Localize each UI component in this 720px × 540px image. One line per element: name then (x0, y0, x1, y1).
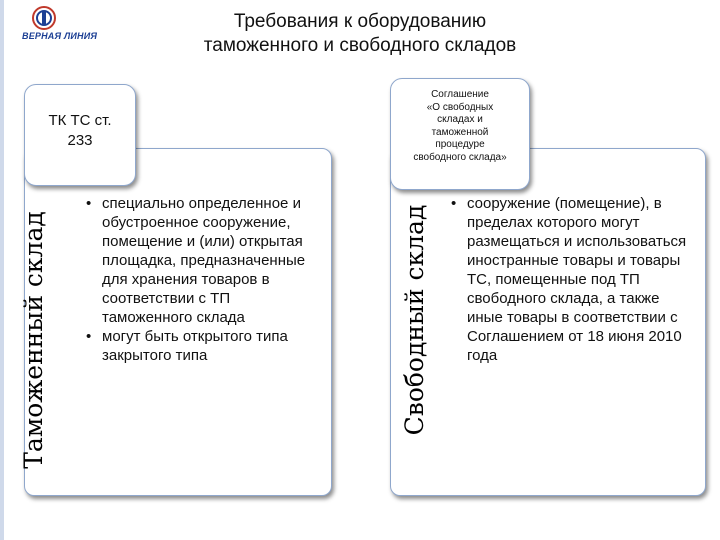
customs-bullet-2: могут быть открытого типа закрытого типа (102, 328, 288, 364)
customs-code-tab-line2: 233 (67, 132, 93, 149)
agreement-tab-line1: Соглашение (431, 89, 489, 100)
free-warehouse-label: Свободный склад (400, 204, 429, 436)
list-item (86, 327, 318, 365)
logo (10, 4, 98, 48)
free-bullet-1: сооружение (помещение), в пределах которого могут размещаться и использоваться иностранные товары и товары ТС, помещенные под ТП свободного склада, а также иные товары в соответствии с Соглашением от 18 июня 2010 года (467, 195, 687, 364)
page-title-line2: таможенного и свободного складов (203, 35, 517, 56)
customs-warehouse-label: Таможенный склад (19, 211, 48, 469)
agreement-tab-line2: «О свободных (426, 101, 494, 113)
left-edge-bar (0, 0, 4, 540)
agreement-tab-line5: процедуре (435, 139, 485, 150)
customs-code-tab-line1: ТК ТС ст. (48, 112, 112, 129)
logo-circle-icon (10, 4, 80, 34)
agreement-tab-line4: таможенной (431, 126, 489, 138)
agreement-tab-line6: свободного склада» (413, 151, 507, 163)
agreement-tab (390, 78, 530, 190)
bullet-icon: • (451, 195, 457, 212)
logo-text: ВЕРНАЯ ЛИНИЯ (22, 31, 98, 41)
list-item (451, 194, 699, 365)
page-title (120, 10, 600, 58)
customs-code-tab (24, 84, 136, 186)
list-item (86, 194, 318, 327)
page-title-line1: Требования к оборудованию (233, 11, 487, 32)
bullet-icon: • (86, 328, 92, 345)
free-warehouse-text (451, 194, 699, 365)
customs-bullet-1: специально определенное и обустроенное сооружение, помещение и (или) открытая площадка, предназначенные для хранения товаров в соответствии с ТП таможенного склада (102, 195, 306, 326)
bullet-icon: • (86, 195, 92, 212)
agreement-tab-line3: складах и (437, 114, 483, 125)
customs-warehouse-text (86, 194, 318, 365)
